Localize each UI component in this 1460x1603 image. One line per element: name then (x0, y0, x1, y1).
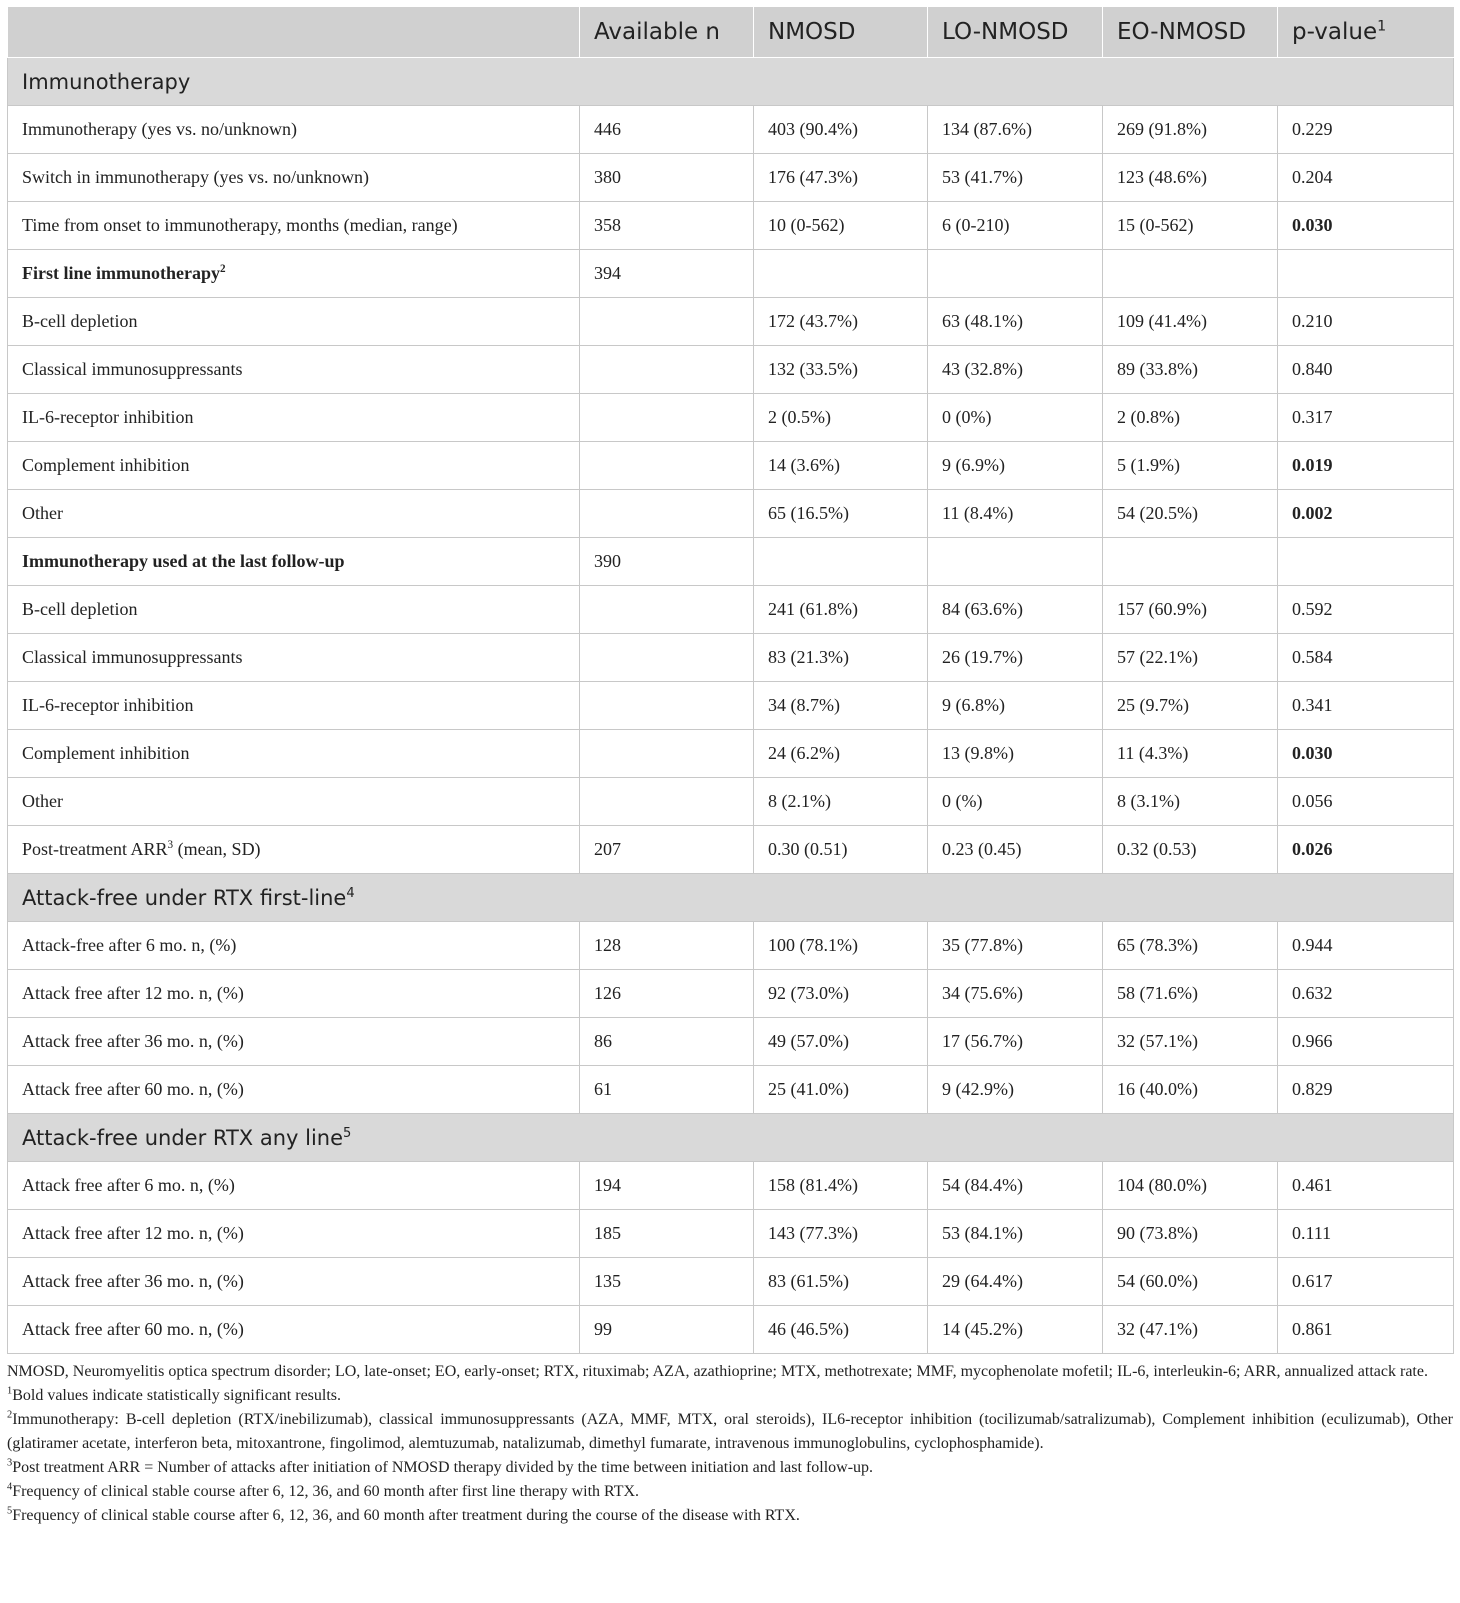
cell-p-value: 0.229 (1278, 106, 1454, 154)
cell-available-n: 194 (580, 1162, 754, 1210)
characteristic-label: Attack free after 12 mo. n, (%) (22, 983, 244, 1003)
cell-p-value (1278, 538, 1454, 586)
cell-eo-nmosd (1103, 250, 1278, 298)
footnote-mark: 2 (7, 1409, 13, 1421)
cell-lo-nmosd (928, 538, 1103, 586)
footnote-mark: 5 (343, 1125, 352, 1141)
cell-lo-nmosd: 54 (84.4%) (928, 1162, 1103, 1210)
cell-nmosd: 10 (0-562) (754, 202, 928, 250)
cell-lo-nmosd: 53 (84.1%) (928, 1210, 1103, 1258)
table-row (8, 826, 1454, 874)
cell-eo-nmosd: 123 (48.6%) (1103, 154, 1278, 202)
cell-characteristic (8, 682, 580, 730)
cell-characteristic (8, 826, 580, 874)
table-row (8, 298, 1454, 346)
section-title-text: Attack-free under RTX any line (22, 1125, 344, 1150)
cell-characteristic (8, 634, 580, 682)
table-header (8, 7, 1454, 58)
cell-nmosd: 83 (21.3%) (754, 634, 928, 682)
cell-nmosd: 241 (61.8%) (754, 586, 928, 634)
characteristic-label: Attack free after 36 mo. n, (%) (22, 1271, 244, 1291)
cell-nmosd: 2 (0.5%) (754, 394, 928, 442)
cell-characteristic (8, 202, 580, 250)
characteristic-label: B-cell depletion (22, 311, 138, 331)
table-row (8, 490, 1454, 538)
table-row (8, 538, 1454, 586)
cell-eo-nmosd: 54 (60.0%) (1103, 1258, 1278, 1306)
cell-lo-nmosd: 26 (19.7%) (928, 634, 1103, 682)
cell-nmosd: 0.30 (0.51) (754, 826, 928, 874)
cell-characteristic (8, 922, 580, 970)
results-table (7, 7, 1454, 1354)
cell-available-n: 394 (580, 250, 754, 298)
cell-nmosd: 403 (90.4%) (754, 106, 928, 154)
header-cell-characteristic (8, 7, 580, 58)
cell-available-n: 207 (580, 826, 754, 874)
header-cell-lo-nmosd: LO-NMOSD (928, 7, 1103, 58)
cell-eo-nmosd: 58 (71.6%) (1103, 970, 1278, 1018)
cell-nmosd: 65 (16.5%) (754, 490, 928, 538)
cell-eo-nmosd: 0.32 (0.53) (1103, 826, 1278, 874)
cell-p-value: 0.632 (1278, 970, 1454, 1018)
table-row (8, 1210, 1454, 1258)
footnote-mark: 2 (220, 263, 226, 275)
cell-eo-nmosd: 32 (57.1%) (1103, 1018, 1278, 1066)
characteristic-label: Attack-free after 6 mo. n, (%) (22, 935, 237, 955)
table-row (8, 442, 1454, 490)
characteristic-label: Attack free after 12 mo. n, (%) (22, 1223, 244, 1243)
header-cell-eo-nmosd: EO-NMOSD (1103, 7, 1278, 58)
cell-lo-nmosd: 63 (48.1%) (928, 298, 1103, 346)
characteristic-label: Immunotherapy (yes vs. no/unknown) (22, 119, 297, 139)
characteristic-label: Post-treatment ARR (22, 839, 168, 859)
header-cell-p-value (1278, 7, 1454, 58)
cell-characteristic (8, 1066, 580, 1114)
cell-characteristic (8, 1258, 580, 1306)
section-row (8, 1114, 1454, 1162)
footnote-text: Frequency of clinical stable course after 6, 12, 36, and 60 month after first line therapy with RTX. (12, 1483, 640, 1500)
cell-eo-nmosd: 104 (80.0%) (1103, 1162, 1278, 1210)
cell-eo-nmosd: 16 (40.0%) (1103, 1066, 1278, 1114)
cell-lo-nmosd: 11 (8.4%) (928, 490, 1103, 538)
cell-available-n: 446 (580, 106, 754, 154)
footnote-mark: 1 (7, 1385, 13, 1397)
cell-eo-nmosd: 15 (0-562) (1103, 202, 1278, 250)
cell-characteristic (8, 394, 580, 442)
cell-lo-nmosd: 134 (87.6%) (928, 106, 1103, 154)
cell-nmosd: 158 (81.4%) (754, 1162, 928, 1210)
table-row (8, 250, 1454, 298)
table-row (8, 970, 1454, 1018)
cell-characteristic (8, 970, 580, 1018)
cell-p-value: 0.210 (1278, 298, 1454, 346)
cell-p-value: 0.002 (1278, 490, 1454, 538)
cell-available-n (580, 682, 754, 730)
table-page (7, 7, 1453, 1528)
table-row (8, 634, 1454, 682)
cell-nmosd: 46 (46.5%) (754, 1306, 928, 1354)
cell-p-value: 0.317 (1278, 394, 1454, 442)
header-cell-nmosd: NMOSD (754, 7, 928, 58)
characteristic-label: Attack free after 36 mo. n, (%) (22, 1031, 244, 1051)
characteristic-label: Classical immunosuppressants (22, 359, 243, 379)
table-row (8, 778, 1454, 826)
cell-characteristic (8, 730, 580, 778)
table-row (8, 1018, 1454, 1066)
cell-eo-nmosd: 8 (3.1%) (1103, 778, 1278, 826)
cell-lo-nmosd: 34 (75.6%) (928, 970, 1103, 1018)
cell-nmosd (754, 250, 928, 298)
cell-p-value: 0.584 (1278, 634, 1454, 682)
section-title (8, 58, 1454, 106)
footnote-mark: 3 (167, 839, 174, 851)
table-row (8, 1066, 1454, 1114)
cell-p-value: 0.861 (1278, 1306, 1454, 1354)
cell-p-value: 0.030 (1278, 730, 1454, 778)
cell-eo-nmosd: 25 (9.7%) (1103, 682, 1278, 730)
footnote-mark: 4 (7, 1481, 13, 1493)
table-row (8, 106, 1454, 154)
cell-available-n (580, 442, 754, 490)
cell-characteristic (8, 778, 580, 826)
header-p-value-label: p-value (1292, 19, 1378, 45)
cell-p-value: 0.111 (1278, 1210, 1454, 1258)
cell-available-n: 358 (580, 202, 754, 250)
cell-lo-nmosd: 14 (45.2%) (928, 1306, 1103, 1354)
cell-p-value: 0.840 (1278, 346, 1454, 394)
characteristic-label: Switch in immunotherapy (yes vs. no/unknown) (22, 167, 369, 187)
cell-p-value: 0.829 (1278, 1066, 1454, 1114)
cell-characteristic (8, 106, 580, 154)
cell-lo-nmosd: 0 (%) (928, 778, 1103, 826)
cell-characteristic (8, 538, 580, 586)
footnote-mark: 3 (7, 1457, 13, 1469)
cell-available-n (580, 634, 754, 682)
cell-nmosd: 172 (43.7%) (754, 298, 928, 346)
cell-p-value (1278, 250, 1454, 298)
cell-nmosd (754, 538, 928, 586)
cell-nmosd: 143 (77.3%) (754, 1210, 928, 1258)
footnote (7, 1384, 1453, 1408)
characteristic-label-suffix: (mean, SD) (173, 839, 261, 859)
cell-available-n (580, 730, 754, 778)
table-row (8, 154, 1454, 202)
cell-lo-nmosd: 13 (9.8%) (928, 730, 1103, 778)
cell-nmosd: 49 (57.0%) (754, 1018, 928, 1066)
cell-nmosd: 14 (3.6%) (754, 442, 928, 490)
cell-available-n: 61 (580, 1066, 754, 1114)
footnote-text: Post treatment ARR = Number of attacks after initiation of NMOSD therapy divided by the time between initiation and last follow-up. (12, 1459, 874, 1476)
cell-lo-nmosd: 35 (77.8%) (928, 922, 1103, 970)
cell-lo-nmosd: 29 (64.4%) (928, 1258, 1103, 1306)
section-row (8, 874, 1454, 922)
characteristic-label: Time from onset to immunotherapy, months (median, range) (22, 215, 458, 235)
characteristic-label: B-cell depletion (22, 599, 138, 619)
cell-p-value: 0.026 (1278, 826, 1454, 874)
characteristic-label: Complement inhibition (22, 743, 190, 763)
cell-eo-nmosd: 90 (73.8%) (1103, 1210, 1278, 1258)
cell-eo-nmosd: 2 (0.8%) (1103, 394, 1278, 442)
cell-available-n: 99 (580, 1306, 754, 1354)
cell-p-value: 0.019 (1278, 442, 1454, 490)
cell-available-n (580, 394, 754, 442)
table-row (8, 682, 1454, 730)
cell-eo-nmosd: 32 (47.1%) (1103, 1306, 1278, 1354)
characteristic-label: Attack free after 60 mo. n, (%) (22, 1319, 244, 1339)
cell-p-value: 0.592 (1278, 586, 1454, 634)
section-title (8, 1114, 1454, 1162)
table-row (8, 730, 1454, 778)
cell-characteristic (8, 586, 580, 634)
cell-lo-nmosd: 0.23 (0.45) (928, 826, 1103, 874)
characteristic-label: IL-6-receptor inhibition (22, 695, 194, 715)
cell-eo-nmosd: 5 (1.9%) (1103, 442, 1278, 490)
characteristic-label: Attack free after 6 mo. n, (%) (22, 1175, 235, 1195)
characteristic-label: Classical immunosuppressants (22, 647, 243, 667)
cell-available-n (580, 298, 754, 346)
cell-nmosd: 8 (2.1%) (754, 778, 928, 826)
cell-characteristic (8, 346, 580, 394)
cell-characteristic (8, 1162, 580, 1210)
section-row (8, 58, 1454, 106)
cell-lo-nmosd: 6 (0-210) (928, 202, 1103, 250)
footnotes (7, 1384, 1453, 1528)
cell-available-n (580, 346, 754, 394)
section-title-text: Attack-free under RTX first-line (22, 885, 347, 910)
cell-eo-nmosd: 11 (4.3%) (1103, 730, 1278, 778)
cell-lo-nmosd (928, 250, 1103, 298)
table-row (8, 1162, 1454, 1210)
cell-nmosd: 100 (78.1%) (754, 922, 928, 970)
cell-eo-nmosd: 109 (41.4%) (1103, 298, 1278, 346)
characteristic-label: Other (22, 503, 63, 523)
cell-nmosd: 92 (73.0%) (754, 970, 928, 1018)
cell-available-n: 126 (580, 970, 754, 1018)
table-notes (7, 1360, 1453, 1528)
table-row (8, 1258, 1454, 1306)
cell-characteristic (8, 298, 580, 346)
footnote-mark: 4 (346, 885, 355, 901)
cell-p-value: 0.056 (1278, 778, 1454, 826)
cell-characteristic (8, 442, 580, 490)
cell-characteristic (8, 1018, 580, 1066)
cell-lo-nmosd: 17 (56.7%) (928, 1018, 1103, 1066)
cell-p-value: 0.204 (1278, 154, 1454, 202)
cell-p-value: 0.030 (1278, 202, 1454, 250)
characteristic-label: Other (22, 791, 63, 811)
cell-characteristic (8, 1210, 580, 1258)
cell-nmosd: 176 (47.3%) (754, 154, 928, 202)
section-title-text: Immunotherapy (22, 69, 191, 94)
cell-lo-nmosd: 43 (32.8%) (928, 346, 1103, 394)
cell-eo-nmosd: 65 (78.3%) (1103, 922, 1278, 970)
cell-lo-nmosd: 0 (0%) (928, 394, 1103, 442)
cell-lo-nmosd: 53 (41.7%) (928, 154, 1103, 202)
footnote (7, 1408, 1453, 1456)
cell-available-n (580, 490, 754, 538)
cell-available-n: 185 (580, 1210, 754, 1258)
header-cell-available-n: Available n (580, 7, 754, 58)
characteristic-label: IL-6-receptor inhibition (22, 407, 194, 427)
cell-eo-nmosd: 54 (20.5%) (1103, 490, 1278, 538)
footnote (7, 1480, 1453, 1504)
cell-available-n: 128 (580, 922, 754, 970)
cell-eo-nmosd: 269 (91.8%) (1103, 106, 1278, 154)
cell-nmosd: 132 (33.5%) (754, 346, 928, 394)
header-row (8, 7, 1454, 58)
table-row (8, 346, 1454, 394)
cell-p-value: 0.617 (1278, 1258, 1454, 1306)
cell-nmosd: 24 (6.2%) (754, 730, 928, 778)
cell-nmosd: 83 (61.5%) (754, 1258, 928, 1306)
table-row (8, 586, 1454, 634)
footnote-mark: 5 (7, 1505, 13, 1517)
cell-p-value: 0.341 (1278, 682, 1454, 730)
footnote-text: Immunotherapy: B-cell depletion (RTX/inebilizumab), classical immunosuppressants (AZA, MMF, MTX, oral steroids), IL6-receptor inhibition (tocilizumab/satralizumab), Complement inhibition (eculizumab), Other (glatiramer acetate, interferon beta, mitoxantrone, fingolimod, alemtuzumab, natalizumab, dimethyl fumarate, intravenous immunoglobulins, cyclophosphamide). (7, 1411, 1453, 1452)
cell-available-n: 135 (580, 1258, 754, 1306)
cell-nmosd: 25 (41.0%) (754, 1066, 928, 1114)
characteristic-label: First line immunotherapy (22, 263, 220, 283)
cell-characteristic (8, 490, 580, 538)
footnote-text: Bold values indicate statistically significant results. (12, 1387, 342, 1404)
cell-available-n (580, 586, 754, 634)
section-title (8, 874, 1454, 922)
header-p-value-footnote-mark: 1 (1377, 18, 1387, 35)
cell-p-value: 0.944 (1278, 922, 1454, 970)
cell-eo-nmosd: 89 (33.8%) (1103, 346, 1278, 394)
cell-p-value: 0.461 (1278, 1162, 1454, 1210)
cell-eo-nmosd: 57 (22.1%) (1103, 634, 1278, 682)
cell-characteristic (8, 250, 580, 298)
cell-available-n: 390 (580, 538, 754, 586)
characteristic-label: Complement inhibition (22, 455, 190, 475)
cell-eo-nmosd (1103, 538, 1278, 586)
table-row (8, 202, 1454, 250)
cell-characteristic (8, 1306, 580, 1354)
table-row (8, 394, 1454, 442)
characteristic-label: Attack free after 60 mo. n, (%) (22, 1079, 244, 1099)
cell-available-n: 86 (580, 1018, 754, 1066)
table-body (8, 58, 1454, 1354)
table-row (8, 922, 1454, 970)
cell-nmosd: 34 (8.7%) (754, 682, 928, 730)
cell-available-n: 380 (580, 154, 754, 202)
cell-lo-nmosd: 9 (6.9%) (928, 442, 1103, 490)
abbreviations-note: NMOSD, Neuromyelitis optica spectrum disorder; LO, late-onset; EO, early-onset; RTX, rituximab; AZA, azathioprine; MTX, methotrexate; MMF, mycophenolate mofetil; IL-6, interleukin-6; ARR, annualized attack rate. (7, 1363, 1428, 1380)
table-row (8, 1306, 1454, 1354)
footnote (7, 1504, 1453, 1528)
cell-available-n (580, 778, 754, 826)
characteristic-label: Immunotherapy used at the last follow-up (22, 551, 345, 571)
cell-p-value: 0.966 (1278, 1018, 1454, 1066)
cell-lo-nmosd: 84 (63.6%) (928, 586, 1103, 634)
footnote-text: Frequency of clinical stable course after 6, 12, 36, and 60 month after treatment during the course of the disease with RTX. (12, 1507, 800, 1524)
cell-lo-nmosd: 9 (6.8%) (928, 682, 1103, 730)
cell-characteristic (8, 154, 580, 202)
footnote (7, 1456, 1453, 1480)
cell-lo-nmosd: 9 (42.9%) (928, 1066, 1103, 1114)
cell-eo-nmosd: 157 (60.9%) (1103, 586, 1278, 634)
